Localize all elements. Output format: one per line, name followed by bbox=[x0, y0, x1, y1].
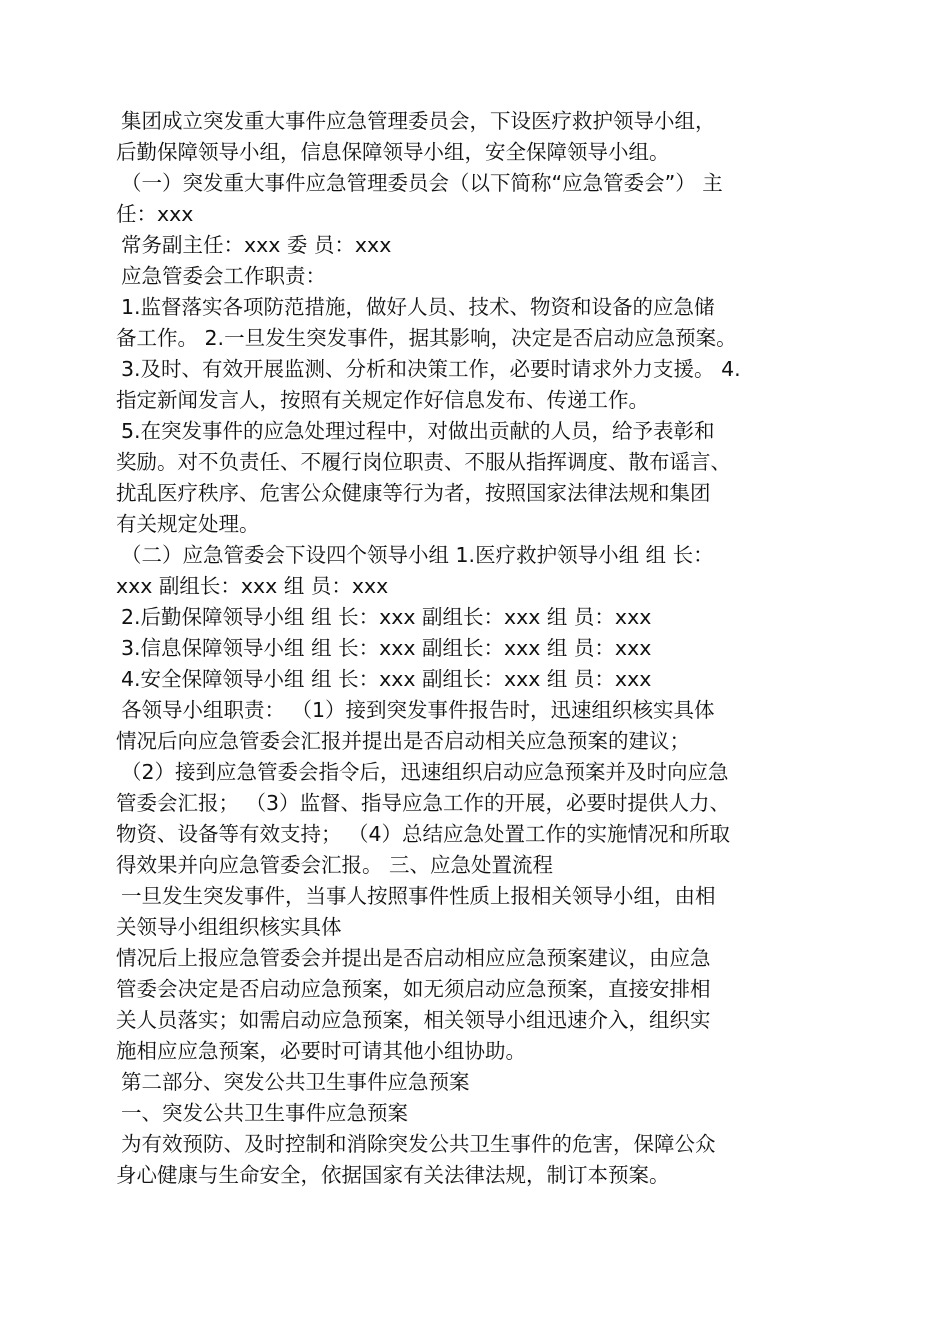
text-line: 3.信息保障领导小组 组 长：xxx 副组长：xxx 组 员：xxx bbox=[121, 636, 652, 660]
text-line: 1.监督落实各项防范措施，做好人员、技术、物资和设备的应急储 bbox=[121, 295, 715, 319]
text-line: 指定新闻发言人，按照有关规定作好信息发布、传递工作。 bbox=[116, 388, 649, 412]
text-line: 关人员落实；如需启动应急预案，相关领导小组迅速介入，组织实 bbox=[116, 1008, 711, 1032]
text-line: 关领导小组组织核实具体 bbox=[116, 915, 342, 939]
section-heading: 一、突发公共卫生事件应急预案 bbox=[121, 1101, 408, 1125]
text-line: 施相应应急预案，必要时可请其他小组协助。 bbox=[116, 1039, 526, 1063]
section-heading: 第二部分、突发公共卫生事件应急预案 bbox=[121, 1070, 470, 1094]
text-line: 扰乱医疗秩序、危害公众健康等行为者，按照国家法律法规和集团 bbox=[116, 481, 711, 505]
text-line: 得效果并向应急管委会汇报。 三、应急处置流程 bbox=[116, 853, 554, 877]
text-line: （2）接到应急管委会指令后，迅速组织启动应急预案并及时向应急 bbox=[121, 760, 729, 784]
document-body bbox=[116, 106, 856, 1191]
text-line: 身心健康与生命安全，依据国家有关法律法规，制订本预案。 bbox=[116, 1163, 670, 1187]
text-line: 5.在突发事件的应急处理过程中，对做出贡献的人员，给予表彰和 bbox=[121, 419, 715, 443]
text-line: 2.后勤保障领导小组 组 长：xxx 副组长：xxx 组 员：xxx bbox=[121, 605, 652, 629]
text-line: 应急管委会工作职责： bbox=[121, 264, 326, 288]
text-line: xxx 副组长：xxx 组 员：xxx bbox=[116, 574, 389, 598]
text-line: 4.安全保障领导小组 组 长：xxx 副组长：xxx 组 员：xxx bbox=[121, 667, 652, 691]
text-line: 常务副主任：xxx 委 员：xxx bbox=[121, 233, 392, 257]
text-line: 任：xxx bbox=[116, 202, 194, 226]
text-line: （二）应急管委会下设四个领导小组 1.医疗救护领导小组 组 长： bbox=[121, 543, 714, 567]
text-line: 管委会汇报； （3）监督、指导应急工作的开展，必要时提供人力、 bbox=[116, 791, 731, 815]
text-line: 情况后上报应急管委会并提出是否启动相应应急预案建议，由应急 bbox=[116, 946, 711, 970]
text-line: 集团成立突发重大事件应急管理委员会，下设医疗救护领导小组， bbox=[121, 109, 716, 133]
text-line: 一旦发生突发事件，当事人按照事件性质上报相关领导小组，由相 bbox=[121, 884, 716, 908]
text-line: 奖励。对不负责任、不履行岗位职责、不服从指挥调度、散布谣言、 bbox=[116, 450, 731, 474]
text-line: 后勤保障领导小组，信息保障领导小组，安全保障领导小组。 bbox=[116, 140, 670, 164]
text-line: 为有效预防、及时控制和消除突发公共卫生事件的危害，保障公众 bbox=[121, 1132, 716, 1156]
text-line: 各领导小组职责： （1）接到突发事件报告时，迅速组织核实具体 bbox=[121, 698, 715, 722]
text-line: 有关规定处理。 bbox=[116, 512, 260, 536]
text-line: 物资、设备等有效支持； （4）总结应急处置工作的实施情况和所取 bbox=[116, 822, 731, 846]
text-line: 管委会决定是否启动应急预案，如无须启动应急预案，直接安排相 bbox=[116, 977, 711, 1001]
text-line: （一）突发重大事件应急管理委员会（以下简称“应急管委会”） 主 bbox=[121, 171, 723, 195]
text-line: 备工作。 2.一旦发生突发事件，据其影响，决定是否启动应急预案。 bbox=[116, 326, 737, 350]
text-line: 3.及时、有效开展监测、分析和决策工作，必要时请求外力支援。 4. bbox=[121, 357, 741, 381]
text-line: 情况后向应急管委会汇报并提出是否启动相关应急预案的建议； bbox=[116, 729, 690, 753]
